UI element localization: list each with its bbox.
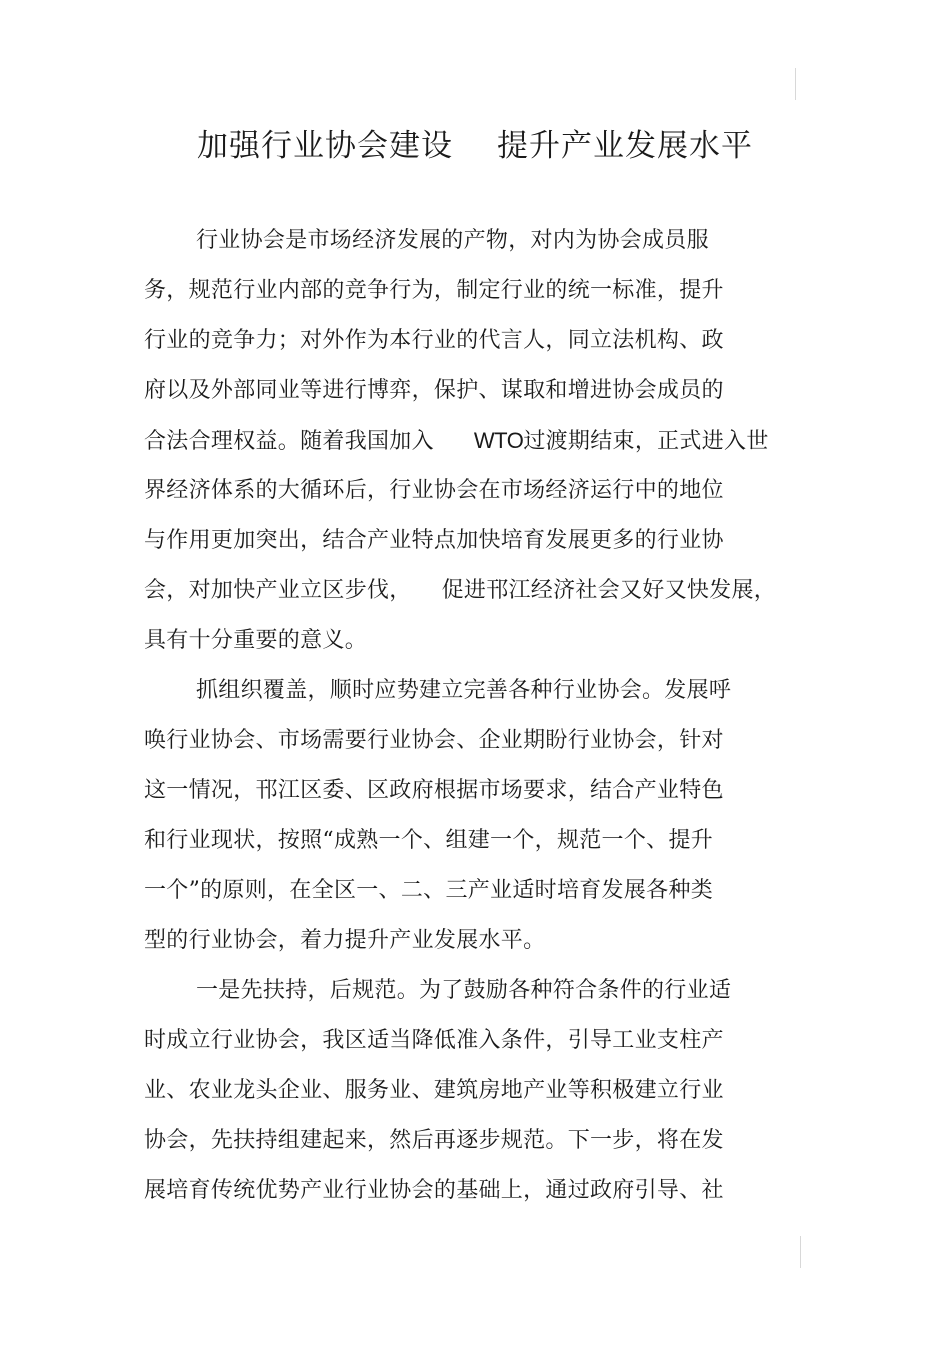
paragraph-2-line-3: 这一情况，邗江区委、区政府根据市场要求，结合产业特色 xyxy=(144,778,724,803)
page-title xyxy=(0,120,950,165)
paragraph-3-line-1: 一是先扶持，后规范。为了鼓励各种符合条件的行业适 xyxy=(196,978,732,1003)
line-8-text-a: 会，对加快产业立区步伐， xyxy=(144,578,412,603)
paragraph-3-line-4: 协会，先扶持组建起来，然后再逐步规范。下一步，将在发 xyxy=(144,1128,724,1153)
line-5-text-a: 合法合理权益。随着我国加入 xyxy=(144,429,434,454)
paragraph-1-line-8 xyxy=(144,576,776,606)
paragraph-2-line-2: 唤行业协会、市场需要行业协会、企业期盼行业协会，针对 xyxy=(144,728,724,753)
paragraph-1-line-4: 府以及外部同业等进行博弈，保护、谋取和增进协会成员的 xyxy=(144,378,724,403)
paragraph-1-line-6: 界经济体系的大循环后，行业协会在市场经济运行中的地位 xyxy=(144,478,724,503)
paragraph-1-line-1: 行业协会是市场经济发展的产物，对内为协会成员服 xyxy=(196,228,709,253)
paragraph-1-line-9: 具有十分重要的意义。 xyxy=(144,628,368,653)
paragraph-3-line-3: 业、农业龙头企业、服务业、建筑房地产业等积极建立行业 xyxy=(144,1078,724,1103)
line-8-text-b: 促进邗江经济社会又好又快发展， xyxy=(441,578,777,603)
paragraph-2-line-4: 和行业现状，按照“成熟一个、组建一个，规范一个、提升 xyxy=(144,828,714,853)
title-part-1: 加强行业协会建设 xyxy=(197,128,453,164)
paragraph-1-line-7: 与作用更加突出，结合产业特点加快培育发展更多的行业协 xyxy=(144,528,724,553)
paragraph-1-line-5 xyxy=(144,426,769,457)
paragraph-1-line-3: 行业的竞争力；对外作为本行业的代言人，同立法机构、政 xyxy=(144,328,724,353)
paragraph-3-line-2: 时成立行业协会，我区适当降低准入条件，引导工业支柱产 xyxy=(144,1028,724,1053)
paragraph-1-line-2: 务，规范行业内部的竞争行为，制定行业的统一标准，提升 xyxy=(144,278,724,303)
line-5-text-b: 过渡期结束，正式进入世 xyxy=(523,429,769,454)
title-part-2: 提升产业发展水平 xyxy=(497,128,753,164)
paragraph-2-line-6: 型的行业协会，着力提升产业发展水平。 xyxy=(144,928,546,953)
crop-mark-top-right xyxy=(795,68,796,100)
paragraph-2-line-5: 一个”的原则，在全区一、二、三产业适时培育发展各种类 xyxy=(144,878,714,903)
crop-mark-bottom-right xyxy=(800,1236,801,1268)
paragraph-2-line-1: 抓组织覆盖，顺时应势建立完善各种行业协会。发展呼 xyxy=(196,678,732,703)
paragraph-3-line-5: 展培育传统优势产业行业协会的基础上，通过政府引导、社 xyxy=(144,1178,724,1203)
wto-text: WTO xyxy=(473,428,524,453)
